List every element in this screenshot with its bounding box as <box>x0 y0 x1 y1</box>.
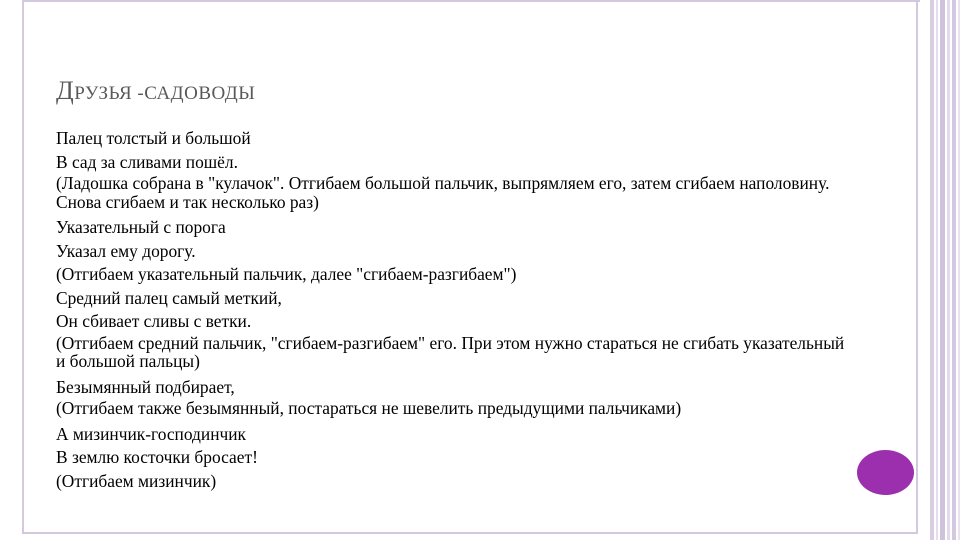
poem-line: Безымянный подбирает, <box>56 376 235 397</box>
poem-line: Указательный с порога <box>56 217 226 237</box>
poem-text <box>56 127 846 493</box>
decorative-stripes <box>930 0 960 540</box>
poem-instruction: (Отгибаем также безымянный, постараться не шевелить предыдущими пальчиками) <box>56 398 682 418</box>
poem-instruction: (Отгибаем указательный пальчик, далее "сгибаем-разгибаем") <box>56 264 517 284</box>
poem-instruction: (Ладошка собрана в "кулачок". Отгибаем большой пальчик, выпрямляем его, затем сгибаем наполовину. Снова сгибаем и так несколько раз) <box>56 173 830 212</box>
poem-line: В землю косточки бросает! <box>56 447 258 467</box>
poem-line: Палец толстый и большой <box>56 128 251 148</box>
decorative-circle <box>857 450 914 495</box>
poem-line: А мизинчик-господинчик <box>56 423 247 444</box>
title-rest: РУЗЬЯ -САДОВОДЫ <box>74 83 256 104</box>
poem-line: В сад за сливами пошёл. <box>56 151 238 172</box>
poem-line: Указал ему дорогу. <box>56 240 196 261</box>
poem-line: Средний палец самый меткий, <box>56 287 282 308</box>
poem-line: Он сбивает сливы с ветки. <box>56 311 252 331</box>
title-first-letter: Д <box>56 76 75 105</box>
poem-instruction: (Отгибаем мизинчик) <box>56 470 217 491</box>
slide-title <box>56 76 255 106</box>
poem-instruction: (Отгибаем средний пальчик, "сгибаем-разгибаем" его. При этом нужно стараться не сгибать указательный и большой пальцы) <box>56 332 845 371</box>
